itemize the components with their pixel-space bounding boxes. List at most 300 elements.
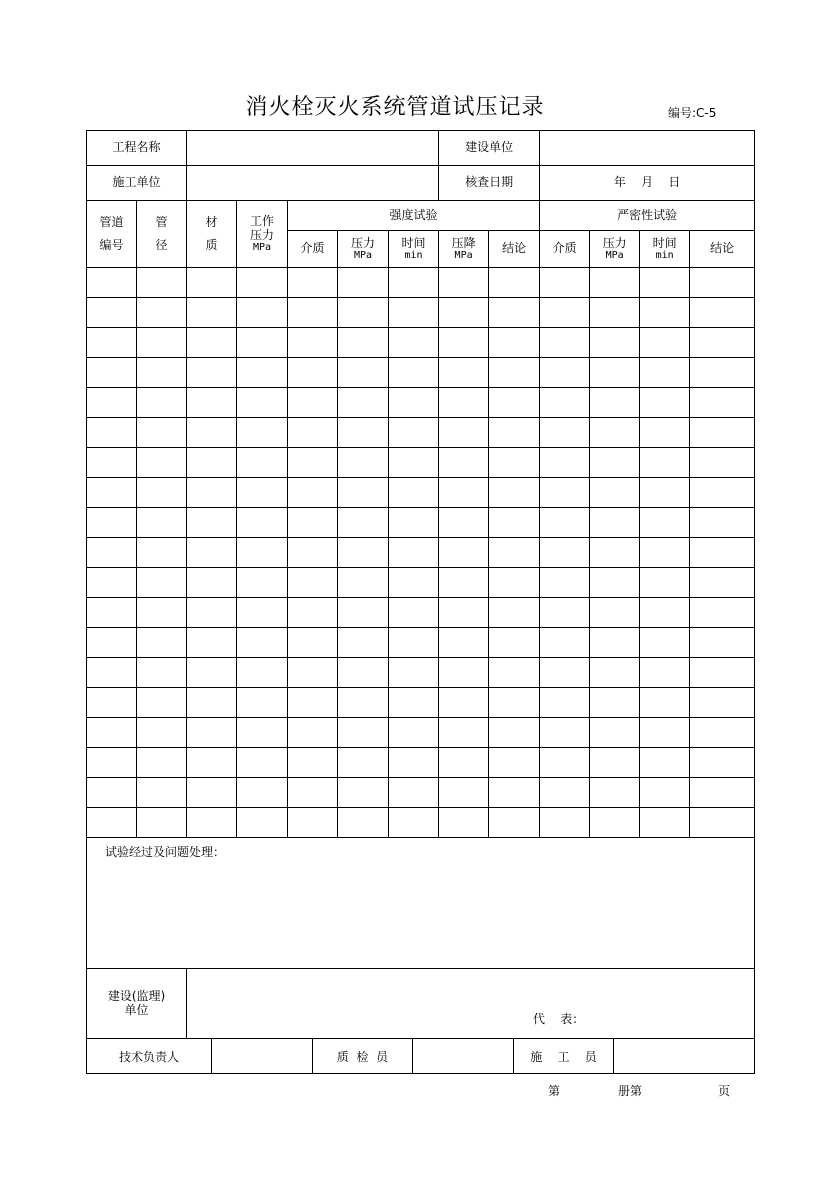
pipe-number-cell[interactable] <box>87 328 137 358</box>
project-name-field[interactable] <box>187 131 439 166</box>
tightness-pressure-cell[interactable] <box>590 268 640 298</box>
material-cell[interactable] <box>187 298 237 328</box>
material-cell[interactable] <box>187 418 237 448</box>
pipe-number-cell[interactable] <box>87 298 137 328</box>
strength-time-cell[interactable] <box>389 268 439 298</box>
tightness-time-cell[interactable] <box>640 298 690 328</box>
pipe-number-cell[interactable] <box>87 808 137 838</box>
strength-medium-header: 介质 <box>288 231 338 268</box>
tightness-conclusion-cell[interactable] <box>690 748 755 778</box>
strength-drop-cell[interactable] <box>439 448 489 478</box>
strength-medium-cell[interactable] <box>288 628 338 658</box>
working-pressure-cell[interactable] <box>237 778 288 808</box>
material-cell[interactable] <box>187 568 237 598</box>
strength-drop-cell[interactable] <box>439 778 489 808</box>
strength-medium-cell[interactable] <box>288 268 338 298</box>
diameter-cell[interactable] <box>137 298 187 328</box>
tightness-pressure-cell[interactable] <box>590 388 640 418</box>
table-row <box>87 658 755 688</box>
working-pressure-cell[interactable] <box>237 538 288 568</box>
tightness-time-cell[interactable] <box>640 778 690 808</box>
strength-drop-cell[interactable] <box>439 718 489 748</box>
material-cell[interactable] <box>187 508 237 538</box>
strength-medium-cell[interactable] <box>288 658 338 688</box>
tightness-time-cell[interactable] <box>640 448 690 478</box>
pipe-number-cell[interactable] <box>87 538 137 568</box>
strength-time-cell[interactable] <box>389 748 439 778</box>
strength-conclusion-cell[interactable] <box>489 508 540 538</box>
construction-unit-field[interactable] <box>187 166 439 201</box>
material-header-line1: 材 <box>205 214 218 229</box>
strength-conclusion-cell[interactable] <box>489 538 540 568</box>
table-row <box>87 808 755 838</box>
strength-pressure-cell[interactable] <box>338 448 389 478</box>
tightness-conclusion-cell[interactable] <box>690 298 755 328</box>
notes-field[interactable] <box>87 838 755 969</box>
strength-pressure-cell[interactable] <box>338 418 389 448</box>
working-pressure-cell[interactable] <box>237 508 288 538</box>
tightness-pressure-cell[interactable] <box>590 628 640 658</box>
tightness-pressure-cell[interactable] <box>590 538 640 568</box>
tightness-medium-cell[interactable] <box>540 358 590 388</box>
tightness-medium-cell[interactable] <box>540 298 590 328</box>
project-name-label: 工程名称 <box>87 131 187 166</box>
strength-conclusion-cell[interactable] <box>489 418 540 448</box>
strength-drop-cell[interactable] <box>439 628 489 658</box>
check-date-label: 核查日期 <box>439 166 540 201</box>
strength-medium-cell[interactable] <box>288 358 338 388</box>
tightness-medium-cell[interactable] <box>540 718 590 748</box>
pipe-number-cell[interactable] <box>87 778 137 808</box>
strength-pressure-cell[interactable] <box>338 268 389 298</box>
tightness-pressure-cell[interactable] <box>590 808 640 838</box>
strength-conclusion-cell[interactable] <box>489 478 540 508</box>
tightness-pressure-label: 压力 <box>602 235 627 250</box>
strength-drop-cell[interactable] <box>439 568 489 598</box>
material-cell[interactable] <box>187 658 237 688</box>
strength-pressure-cell[interactable] <box>338 718 389 748</box>
tightness-medium-cell[interactable] <box>540 598 590 628</box>
tightness-conclusion-cell[interactable] <box>690 358 755 388</box>
strength-drop-cell[interactable] <box>439 478 489 508</box>
tightness-conclusion-cell[interactable] <box>690 418 755 448</box>
strength-medium-cell[interactable] <box>288 688 338 718</box>
working-pressure-header <box>237 201 288 268</box>
tightness-time-cell[interactable] <box>640 808 690 838</box>
strength-pressure-cell[interactable] <box>338 478 389 508</box>
strength-medium-cell[interactable] <box>288 448 338 478</box>
tightness-pressure-cell[interactable] <box>590 298 640 328</box>
tightness-time-cell[interactable] <box>640 358 690 388</box>
diameter-cell[interactable] <box>137 418 187 448</box>
tightness-pressure-cell[interactable] <box>590 748 640 778</box>
pipe-number-cell[interactable] <box>87 658 137 688</box>
material-cell[interactable] <box>187 808 237 838</box>
tightness-medium-cell[interactable] <box>540 328 590 358</box>
tightness-time-cell[interactable] <box>640 748 690 778</box>
strength-conclusion-cell[interactable] <box>489 448 540 478</box>
strength-time-cell[interactable] <box>389 628 439 658</box>
column-header-row-1 <box>87 201 755 231</box>
pipe-number-cell[interactable] <box>87 748 137 778</box>
material-cell[interactable] <box>187 328 237 358</box>
diameter-cell[interactable] <box>137 658 187 688</box>
strength-time-cell[interactable] <box>389 328 439 358</box>
strength-pressure-cell[interactable] <box>338 688 389 718</box>
tightness-medium-cell[interactable] <box>540 478 590 508</box>
strength-time-cell[interactable] <box>389 808 439 838</box>
signature-row <box>87 1039 755 1074</box>
tightness-time-cell[interactable] <box>640 598 690 628</box>
material-cell[interactable] <box>187 388 237 418</box>
strength-medium-cell[interactable] <box>288 808 338 838</box>
strength-medium-cell[interactable] <box>288 328 338 358</box>
material-cell[interactable] <box>187 268 237 298</box>
tightness-pressure-cell[interactable] <box>590 568 640 598</box>
pipe-number-cell[interactable] <box>87 418 137 448</box>
material-cell[interactable] <box>187 718 237 748</box>
document-number: 编号:C-5 <box>668 106 717 120</box>
tightness-conclusion-cell[interactable] <box>690 478 755 508</box>
tightness-pressure-cell[interactable] <box>590 778 640 808</box>
strength-drop-label: 压降 <box>451 235 476 250</box>
strength-time-cell[interactable] <box>389 478 439 508</box>
strength-time-cell[interactable] <box>389 778 439 808</box>
strength-pressure-cell[interactable] <box>338 778 389 808</box>
strength-time-cell[interactable] <box>389 388 439 418</box>
table-row <box>87 748 755 778</box>
pipe-number-cell[interactable] <box>87 268 137 298</box>
diameter-cell[interactable] <box>137 538 187 568</box>
working-pressure-cell[interactable] <box>237 598 288 628</box>
strength-pressure-cell[interactable] <box>338 808 389 838</box>
tightness-conclusion-cell[interactable] <box>690 328 755 358</box>
material-cell[interactable] <box>187 598 237 628</box>
diameter-cell[interactable] <box>137 358 187 388</box>
table-row <box>87 418 755 448</box>
strength-pressure-cell[interactable] <box>338 658 389 688</box>
table-row <box>87 778 755 808</box>
strength-medium-cell[interactable] <box>288 388 338 418</box>
strength-pressure-cell[interactable] <box>338 358 389 388</box>
strength-pressure-cell[interactable] <box>338 538 389 568</box>
working-pressure-cell[interactable] <box>237 808 288 838</box>
material-cell[interactable] <box>187 448 237 478</box>
pipe-number-cell[interactable] <box>87 628 137 658</box>
diameter-cell[interactable] <box>137 808 187 838</box>
strength-time-cell[interactable] <box>389 448 439 478</box>
diameter-cell[interactable] <box>137 598 187 628</box>
strength-pressure-cell[interactable] <box>338 568 389 598</box>
working-pressure-header-line1: 工作 <box>250 214 275 229</box>
diameter-cell[interactable] <box>137 448 187 478</box>
diameter-cell[interactable] <box>137 478 187 508</box>
tightness-medium-cell[interactable] <box>540 508 590 538</box>
tightness-conclusion-cell[interactable] <box>690 448 755 478</box>
strength-time-cell[interactable] <box>389 358 439 388</box>
supervision-row <box>87 969 755 1039</box>
strength-conclusion-cell[interactable] <box>489 268 540 298</box>
tightness-medium-cell[interactable] <box>540 808 590 838</box>
strength-conclusion-cell[interactable] <box>489 658 540 688</box>
tightness-pressure-cell[interactable] <box>590 508 640 538</box>
pipe-number-cell[interactable] <box>87 358 137 388</box>
diameter-cell[interactable] <box>137 718 187 748</box>
tech-lead-field[interactable] <box>212 1039 313 1074</box>
pipe-number-cell[interactable] <box>87 688 137 718</box>
strength-conclusion-cell[interactable] <box>489 688 540 718</box>
strength-drop-cell[interactable] <box>439 388 489 418</box>
tightness-time-cell[interactable] <box>640 388 690 418</box>
strength-medium-cell[interactable] <box>288 568 338 598</box>
table-row <box>87 448 755 478</box>
tightness-conclusion-header: 结论 <box>690 231 755 268</box>
diameter-cell[interactable] <box>137 568 187 598</box>
tightness-time-cell[interactable] <box>640 658 690 688</box>
working-pressure-cell[interactable] <box>237 358 288 388</box>
diameter-cell[interactable] <box>137 508 187 538</box>
owner-unit-field[interactable] <box>540 131 755 166</box>
strength-pressure-cell[interactable] <box>338 328 389 358</box>
strength-pressure-cell[interactable] <box>338 628 389 658</box>
tightness-medium-cell[interactable] <box>540 268 590 298</box>
table-row <box>87 628 755 658</box>
diameter-cell[interactable] <box>137 778 187 808</box>
strength-time-header <box>389 231 439 268</box>
strength-pressure-cell[interactable] <box>338 598 389 628</box>
strength-medium-cell[interactable] <box>288 538 338 568</box>
working-pressure-cell[interactable] <box>237 568 288 598</box>
strength-drop-cell[interactable] <box>439 748 489 778</box>
diameter-cell[interactable] <box>137 748 187 778</box>
working-pressure-cell[interactable] <box>237 268 288 298</box>
strength-drop-unit: MPa <box>454 250 473 262</box>
tightness-time-cell[interactable] <box>640 418 690 448</box>
tightness-conclusion-cell[interactable] <box>690 508 755 538</box>
tightness-conclusion-cell[interactable] <box>690 388 755 418</box>
working-pressure-cell[interactable] <box>237 478 288 508</box>
pipe-number-cell[interactable] <box>87 448 137 478</box>
tightness-time-cell[interactable] <box>640 328 690 358</box>
working-pressure-cell[interactable] <box>237 658 288 688</box>
pipe-number-cell[interactable] <box>87 568 137 598</box>
tightness-pressure-cell[interactable] <box>590 478 640 508</box>
strength-time-cell[interactable] <box>389 538 439 568</box>
tightness-medium-cell[interactable] <box>540 658 590 688</box>
tightness-pressure-cell[interactable] <box>590 358 640 388</box>
tightness-medium-cell[interactable] <box>540 448 590 478</box>
material-cell[interactable] <box>187 688 237 718</box>
strength-medium-cell[interactable] <box>288 778 338 808</box>
tightness-medium-cell[interactable] <box>540 418 590 448</box>
strength-drop-cell[interactable] <box>439 688 489 718</box>
tightness-conclusion-cell[interactable] <box>690 268 755 298</box>
strength-medium-cell[interactable] <box>288 418 338 448</box>
tightness-pressure-cell[interactable] <box>590 688 640 718</box>
notes-row <box>87 838 755 969</box>
strength-conclusion-cell[interactable] <box>489 598 540 628</box>
working-pressure-cell[interactable] <box>237 628 288 658</box>
tightness-conclusion-cell[interactable] <box>690 628 755 658</box>
tightness-time-cell[interactable] <box>640 628 690 658</box>
diameter-cell[interactable] <box>137 388 187 418</box>
tightness-medium-cell[interactable] <box>540 538 590 568</box>
strength-time-cell[interactable] <box>389 718 439 748</box>
strength-pressure-cell[interactable] <box>338 508 389 538</box>
material-cell[interactable] <box>187 778 237 808</box>
strength-drop-cell[interactable] <box>439 508 489 538</box>
pipe-number-cell[interactable] <box>87 388 137 418</box>
working-pressure-cell[interactable] <box>237 418 288 448</box>
table-row <box>87 718 755 748</box>
strength-time-cell[interactable] <box>389 508 439 538</box>
material-header <box>187 201 237 268</box>
strength-time-cell[interactable] <box>389 688 439 718</box>
pipe-number-cell[interactable] <box>87 478 137 508</box>
tightness-conclusion-cell[interactable] <box>690 568 755 598</box>
tightness-time-header <box>640 231 690 268</box>
strength-medium-cell[interactable] <box>288 748 338 778</box>
working-pressure-cell[interactable] <box>237 448 288 478</box>
tightness-conclusion-cell[interactable] <box>690 598 755 628</box>
tightness-conclusion-cell[interactable] <box>690 538 755 568</box>
tightness-pressure-cell[interactable] <box>590 418 640 448</box>
strength-conclusion-cell[interactable] <box>489 718 540 748</box>
strength-pressure-cell[interactable] <box>338 748 389 778</box>
tightness-time-cell[interactable] <box>640 718 690 748</box>
tightness-time-cell[interactable] <box>640 268 690 298</box>
tech-lead-label: 技术负责人 <box>87 1039 212 1074</box>
strength-drop-cell[interactable] <box>439 358 489 388</box>
diameter-cell[interactable] <box>137 268 187 298</box>
strength-medium-cell[interactable] <box>288 718 338 748</box>
strength-medium-cell[interactable] <box>288 478 338 508</box>
worker-label: 施 工 员 <box>514 1039 614 1074</box>
tightness-pressure-cell[interactable] <box>590 658 640 688</box>
worker-field[interactable] <box>614 1039 755 1074</box>
table-row <box>87 688 755 718</box>
strength-conclusion-cell[interactable] <box>489 298 540 328</box>
tightness-time-cell[interactable] <box>640 508 690 538</box>
strength-drop-cell[interactable] <box>439 658 489 688</box>
working-pressure-cell[interactable] <box>237 328 288 358</box>
table-row <box>87 328 755 358</box>
strength-time-cell[interactable] <box>389 418 439 448</box>
tightness-pressure-cell[interactable] <box>590 448 640 478</box>
qc-field[interactable] <box>413 1039 514 1074</box>
working-pressure-cell[interactable] <box>237 718 288 748</box>
tightness-time-cell[interactable] <box>640 688 690 718</box>
tightness-medium-cell[interactable] <box>540 748 590 778</box>
tightness-pressure-cell[interactable] <box>590 328 640 358</box>
strength-conclusion-cell[interactable] <box>489 358 540 388</box>
strength-time-label: 时间 <box>401 235 426 250</box>
tightness-medium-cell[interactable] <box>540 688 590 718</box>
working-pressure-cell[interactable] <box>237 298 288 328</box>
tightness-medium-cell[interactable] <box>540 388 590 418</box>
tightness-pressure-cell[interactable] <box>590 598 640 628</box>
pipe-number-header-line2: 编号 <box>99 238 124 252</box>
strength-drop-cell[interactable] <box>439 328 489 358</box>
diameter-cell[interactable] <box>137 328 187 358</box>
page-label: 册第 <box>618 1084 643 1098</box>
tightness-medium-cell[interactable] <box>540 568 590 598</box>
strength-pressure-cell[interactable] <box>338 388 389 418</box>
tightness-time-cell[interactable] <box>640 568 690 598</box>
pipe-number-cell[interactable] <box>87 508 137 538</box>
strength-conclusion-cell[interactable] <box>489 808 540 838</box>
strength-drop-cell[interactable] <box>439 598 489 628</box>
volume-label: 第 <box>548 1084 561 1098</box>
strength-drop-cell[interactable] <box>439 418 489 448</box>
strength-time-cell[interactable] <box>389 598 439 628</box>
supervision-label <box>87 969 187 1039</box>
material-cell[interactable] <box>187 748 237 778</box>
notes-label: 试验经过及问题处理： <box>105 845 226 859</box>
strength-time-cell[interactable] <box>389 298 439 328</box>
strength-conclusion-cell[interactable] <box>489 328 540 358</box>
tightness-time-cell[interactable] <box>640 538 690 568</box>
tightness-conclusion-cell[interactable] <box>690 808 755 838</box>
strength-conclusion-cell[interactable] <box>489 388 540 418</box>
working-pressure-cell[interactable] <box>237 388 288 418</box>
check-date-field[interactable]: 年 月 日 <box>540 166 755 201</box>
working-pressure-cell[interactable] <box>237 688 288 718</box>
pipe-number-cell[interactable] <box>87 718 137 748</box>
material-cell[interactable] <box>187 628 237 658</box>
strength-time-cell[interactable] <box>389 658 439 688</box>
material-cell[interactable] <box>187 478 237 508</box>
strength-medium-cell[interactable] <box>288 598 338 628</box>
supervision-field[interactable] <box>187 969 755 1039</box>
diameter-header-line1: 管 <box>155 214 168 229</box>
pipe-number-cell[interactable] <box>87 598 137 628</box>
working-pressure-cell[interactable] <box>237 748 288 778</box>
strength-conclusion-cell[interactable] <box>489 568 540 598</box>
strength-time-cell[interactable] <box>389 568 439 598</box>
page-suffix: 页 <box>718 1084 731 1098</box>
tightness-medium-cell[interactable] <box>540 778 590 808</box>
tightness-conclusion-cell[interactable] <box>690 688 755 718</box>
supervision-label-line2: 单位 <box>124 1002 149 1017</box>
strength-conclusion-cell[interactable] <box>489 778 540 808</box>
tightness-time-label: 时间 <box>652 235 677 250</box>
tightness-conclusion-cell[interactable] <box>690 718 755 748</box>
strength-drop-cell[interactable] <box>439 538 489 568</box>
strength-pressure-cell[interactable] <box>338 298 389 328</box>
tightness-conclusion-cell[interactable] <box>690 778 755 808</box>
strength-medium-cell[interactable] <box>288 508 338 538</box>
table-row <box>87 598 755 628</box>
strength-drop-cell[interactable] <box>439 808 489 838</box>
strength-conclusion-cell[interactable] <box>489 748 540 778</box>
diameter-cell[interactable] <box>137 688 187 718</box>
working-pressure-unit: MPa <box>252 241 272 253</box>
material-cell[interactable] <box>187 358 237 388</box>
tightness-medium-cell[interactable] <box>540 628 590 658</box>
tightness-pressure-cell[interactable] <box>590 718 640 748</box>
strength-drop-cell[interactable] <box>439 298 489 328</box>
strength-pressure-unit: MPa <box>353 250 373 262</box>
tightness-time-cell[interactable] <box>640 478 690 508</box>
strength-drop-cell[interactable] <box>439 268 489 298</box>
material-cell[interactable] <box>187 538 237 568</box>
strength-conclusion-cell[interactable] <box>489 628 540 658</box>
table-row <box>87 568 755 598</box>
strength-medium-cell[interactable] <box>288 298 338 328</box>
diameter-cell[interactable] <box>137 628 187 658</box>
tightness-conclusion-cell[interactable] <box>690 658 755 688</box>
